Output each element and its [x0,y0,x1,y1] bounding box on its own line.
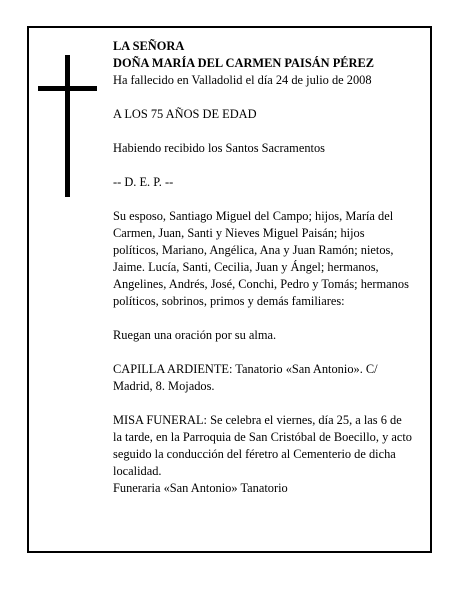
cross-horizontal-bar [38,86,97,91]
rip-line: -- D. E. P. -- [113,175,174,189]
obituary-content [113,38,413,497]
deceased-name: DOÑA MARÍA DEL CARMEN PAISÁN PÉREZ [113,56,375,70]
funeral-paragraph: MISA FUNERAL: Se celebra el viernes, día 25, a las 6 de la tarde, en la Parroquia de San Cristóbal de Boecillo, y acto seguido la conducción del féretro al Cementerio de dicha localidad. [113,413,413,478]
age-line: A LOS 75 AÑOS DE EDAD [113,107,257,121]
death-notice: Ha fallecido en Valladolid el día 24 de julio de 2008 [113,73,372,87]
chapel-paragraph: CAPILLA ARDIENTE: Tanatorio «San Antonio». C/ Madrid, 8. Mojados. [113,362,378,393]
family-paragraph: Su esposo, Santiago Miguel del Campo; hijos, María del Carmen, Juan, Santi y Nieves Miguel Paisán; hijos políticos, Mariano, Angélica, Ana y Juan Ramón; nietos, Jaime. Lucía, Santi, Cecilia, Juan y Ángel; hermanos, Angelines, Andrés, José, Conchi, Pedro y Tomás; hermanos políticos, sobrinos, primos y demás familiares: [113,209,409,308]
sacraments-line: Habiendo recibido los Santos Sacramentos [113,141,325,155]
title-line: LA SEÑORA [113,39,185,53]
cross-vertical-bar [65,55,70,197]
prayer-line: Ruegan una oración por su alma. [113,328,277,342]
funeral-home-line: Funeraria «San Antonio» Tanatorio [113,481,288,495]
